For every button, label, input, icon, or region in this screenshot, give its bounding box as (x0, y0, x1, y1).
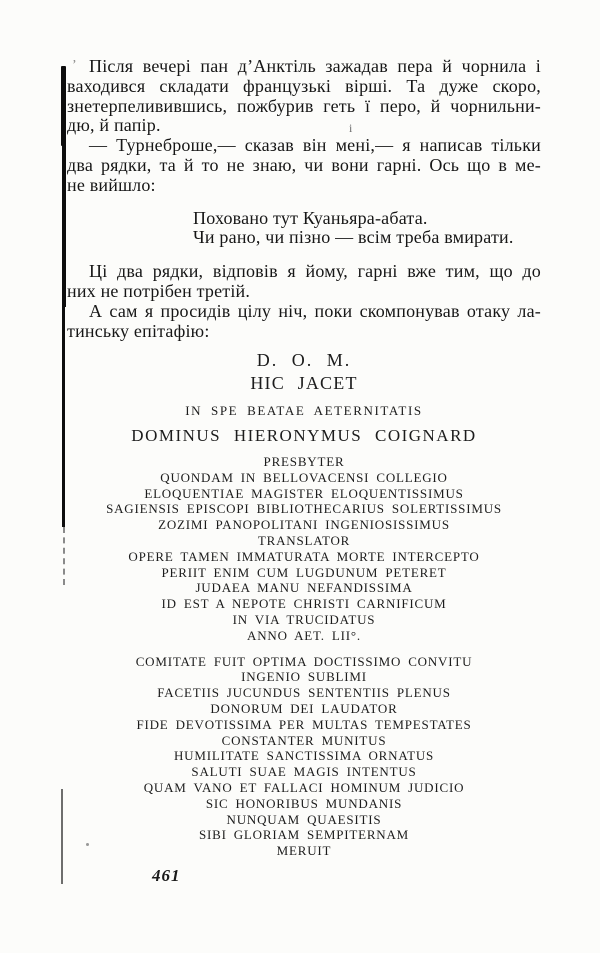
epitaph-line: NUNQUAM QUAESITIS (226, 811, 382, 827)
print-artifact-tick: ’ (72, 58, 77, 73)
latin-epitaph (67, 349, 541, 859)
epitaph-line: SALUTI SUAE MAGIS INTENTUS (191, 764, 417, 780)
paragraph-3 (67, 262, 541, 302)
epitaph-line: QUONDAM IN BELLOVACENSI COLLEGIO (160, 469, 448, 485)
epitaph-line: SAGIENSIS EPISCOPI BIBLIOTHECARIUS SOLERTISSIMUS (106, 501, 502, 517)
paragraph-line: два рядки, та й то не знаю, чи вони гарні. Ось що в ме- (67, 154, 541, 175)
epitaph-verse-ukrainian (193, 209, 541, 249)
page-number: 461 (152, 866, 181, 885)
paragraph-4 (67, 302, 541, 342)
paragraph-line: А сам я просидів цілу ніч, поки скомпонував отаку ла- (89, 300, 541, 321)
epitaph-dedication-line: IN SPE BEATAE AETERNITATIS (185, 403, 423, 418)
paragraph-line: не вийшло: (67, 174, 156, 195)
epitaph-line: TRANSLATOR (257, 532, 351, 548)
print-artifact-stray-letter: і (349, 121, 353, 135)
epitaph-line: SIBI GLORIAM SEMPITERNAM (198, 827, 410, 843)
epitaph-line: QUAM VANO ET FALLACI HOMINUM JUDICIO (143, 779, 465, 795)
epitaph-line: FIDE DEVOTISSIMA PER MULTAS TEMPESTATES (136, 716, 472, 732)
epitaph-line: ANNO AET. LII°. (247, 627, 361, 643)
paragraph-line: знетерпеливившись, пожбурив геть ї перо, й чорнильни- (67, 95, 541, 116)
paragraph-line: тинську епітафію: (67, 320, 210, 341)
paragraph-line: Після вечері пан д’Анктіль зажадав пера й чорнила і (89, 56, 541, 76)
epitaph-line: FACETIIS JUCUNDUS SENTENTIIS PLENUS (157, 685, 451, 701)
verse-line: Чи рано, чи пізно — всім треба вмирати. (193, 227, 514, 248)
epitaph-line: PERIIT ENIM CUM LUGDUNUM PETERET (161, 564, 447, 580)
binding-line-segment-faint (61, 789, 63, 884)
paragraph-line: — Турнеброше,— сказав він мені,— я написав тільки (89, 135, 541, 156)
epitaph-name-line: DOMINUS HIERONYMUS COIGNARD (131, 426, 477, 445)
binding-line-segment (61, 66, 66, 146)
epitaph-dom-heading: D. O. M. (256, 350, 352, 370)
paragraph-1 (67, 57, 541, 136)
verse-line: Поховано тут Куаньяра-абата. (193, 207, 428, 228)
epitaph-line: CONSTANTER MUNITUS (221, 732, 387, 748)
paragraph-2 (67, 136, 541, 195)
epitaph-line: INGENIO SUBLIMI (241, 669, 367, 685)
paragraph-line: дю, й папір. (67, 115, 161, 136)
body-text (67, 57, 541, 341)
binding-line-segment (62, 306, 65, 527)
epitaph-line: COMITATE FUIT OPTIMA DOCTISSIMO CONVITU (135, 653, 473, 669)
epitaph-line: MERUIT (276, 843, 332, 859)
epitaph-line: PRESBYTER (263, 454, 345, 469)
paragraph-line: Ці два рядки, відповів я йому, гарні вже тим, що до (89, 261, 541, 282)
binding-line-segment (62, 145, 66, 307)
paragraph-line: ваходився складати французькі вірші. Та дуже скоро, (67, 75, 541, 96)
epitaph-block-1 (67, 454, 541, 644)
epitaph-line: HUMILITATE SANCTISSIMA ORNATUS (173, 748, 435, 764)
epitaph-line: JUDAEA MANU NEFANDISSIMA (195, 580, 413, 596)
paragraph-line: них не потрібен третій. (67, 280, 251, 301)
epitaph-line: IN VIA TRUCIDATUS (232, 611, 376, 627)
binding-line-segment-dashed (63, 527, 65, 585)
epitaph-line: SIC HONORIBUS MUNDANIS (205, 795, 403, 811)
epitaph-line: OPERE TAMEN IMMATURATA MORTE INTERCEPTO (128, 548, 480, 564)
epitaph-line: ID EST A NEPOTE CHRISTI CARNIFICUM (161, 596, 447, 612)
epitaph-line: DONORUM DEI LAUDATOR (210, 700, 398, 716)
epitaph-line: ZOZIMI PANOPOLITANI INGENIOSISSIMUS (158, 517, 450, 533)
epitaph-line: ELOQUENTIAE MAGISTER ELOQUENTISSIMUS (144, 485, 464, 501)
epitaph-hic-jacet-heading: HIC JACET (250, 373, 358, 393)
epitaph-block-2 (67, 654, 541, 859)
